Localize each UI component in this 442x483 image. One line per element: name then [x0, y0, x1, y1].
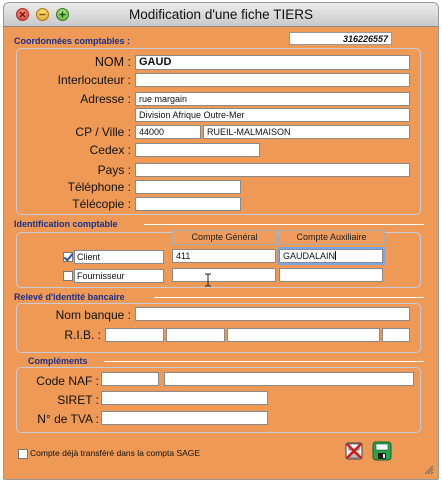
naf-code-field[interactable]	[101, 372, 159, 386]
cancel-icon	[344, 441, 364, 461]
siret-field[interactable]	[101, 391, 268, 405]
fournisseur-checkbox[interactable]	[63, 271, 73, 281]
interlocuteur-field[interactable]	[135, 73, 410, 87]
section-title-rib: Relevé d'identité bancaire	[14, 292, 125, 302]
ville-field[interactable]: RUEIL-MALMAISON	[203, 125, 410, 139]
transfer-checkbox[interactable]	[18, 449, 28, 459]
section-divider	[144, 224, 424, 225]
telephone-field[interactable]	[135, 180, 241, 194]
naf-libelle-field[interactable]	[164, 372, 414, 386]
transfer-label: Compte déjà transféré dans la compta SAGE	[30, 448, 201, 458]
client-checkbox[interactable]	[63, 252, 73, 262]
rib-code-guichet-field[interactable]	[166, 328, 225, 342]
pays-label: Pays :	[97, 163, 131, 177]
telecopie-label: Télécopie :	[72, 197, 131, 211]
telecopie-field[interactable]	[135, 197, 241, 211]
save-button[interactable]	[372, 441, 392, 461]
cedex-label: Cedex :	[89, 143, 131, 157]
nom-field[interactable]: GAUD	[135, 55, 410, 70]
section-divider	[154, 297, 424, 298]
window-title: Modification d'une fiche TIERS	[129, 7, 313, 22]
save-icon	[372, 441, 392, 461]
tiers-code: 316226557	[289, 32, 392, 45]
nom-label: NOM :	[94, 55, 131, 69]
fournisseur-compte-general-field[interactable]	[172, 268, 276, 282]
tva-label: N° de TVA :	[37, 412, 99, 426]
resize-grip-icon[interactable]	[423, 464, 434, 475]
fournisseur-compte-auxiliaire-field[interactable]	[279, 268, 383, 282]
rib-numero-compte-field[interactable]	[227, 328, 380, 342]
text-caret	[335, 251, 336, 260]
section-divider	[104, 361, 424, 362]
siret-label: SIRET :	[57, 393, 99, 407]
cancel-button[interactable]	[344, 441, 364, 461]
col-header-compte-general: Compte Général	[172, 230, 277, 245]
adresse-line2-field[interactable]: Division Afrique Outre-Mer	[135, 108, 410, 122]
interlocuteur-label: Interlocuteur :	[57, 73, 131, 87]
banque-label: Nom banque :	[55, 308, 131, 322]
telephone-label: Téléphone :	[67, 180, 131, 194]
col-header-compte-auxiliaire: Compte Auxiliaire	[278, 230, 385, 245]
client-compte-auxiliaire-value: GAUDALAIN	[283, 251, 336, 261]
section-title-coords: Coordonnées comptables :	[14, 36, 131, 46]
client-compte-auxiliaire-field[interactable]	[279, 249, 383, 263]
section-title-ident: Identification comptable	[14, 219, 118, 229]
rib-code-banque-field[interactable]	[105, 328, 164, 342]
banque-field[interactable]	[135, 307, 410, 321]
rib-cle-field[interactable]	[382, 328, 410, 342]
title-bar[interactable]	[4, 3, 438, 27]
pays-field[interactable]	[135, 163, 410, 177]
tva-field[interactable]	[101, 411, 268, 425]
naf-label: Code NAF :	[36, 374, 99, 388]
adresse-line1-field[interactable]: rue margain	[135, 92, 410, 106]
cp-ville-label: CP / Ville :	[75, 125, 131, 139]
client-label: Client	[74, 250, 164, 264]
fournisseur-label: Fournisseur	[74, 269, 164, 283]
dialog-window	[3, 2, 439, 480]
rib-label: R.I.B. :	[64, 328, 101, 342]
ibeam-cursor-icon	[204, 273, 212, 287]
cp-field[interactable]: 44000	[135, 125, 201, 139]
cedex-field[interactable]	[135, 143, 260, 157]
adresse-label: Adresse :	[80, 92, 131, 106]
section-title-compl: Compléments	[28, 356, 88, 366]
client-compte-general-field[interactable]: 411	[172, 249, 276, 263]
